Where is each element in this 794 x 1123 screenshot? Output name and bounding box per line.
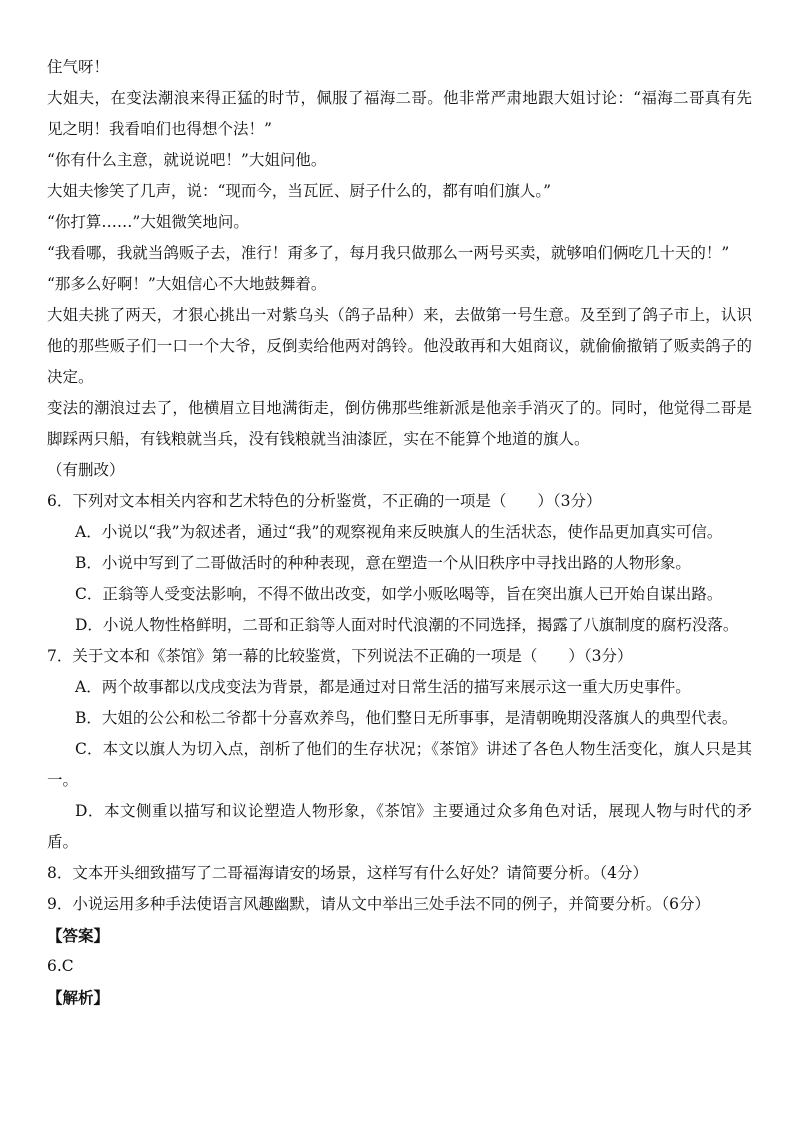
story-paragraph-5: “你打算……”大姐微笑地问。 [47,213,249,231]
question-6-stem: 6．下列对文本相关内容和艺术特色的分析鉴赏，不正确的一项是（ ）（3分） [47,492,602,510]
story-paragraph-6: “我看哪，我就当鸽贩子去，准行！甭多了，每月我只做那么一两号买卖，就够咱们俩吃几十天的！” [47,244,730,262]
question-7-option-b: B．大姐的公公和松二爷都十分喜欢养鸟，他们整日无所事事，是清朝晚期没落旗人的典型代表。 [75,709,738,727]
question-6-option-b: B．小说中写到了二哥做活时的种种表现，意在塑造一个从旧秩序中寻找出路的人物形象。 [75,554,691,572]
question-6-option-d: D．小说人物性格鲜明，二哥和正翁等人面对时代浪潮的不同选择，揭露了八旗制度的腐朽没落。 [75,616,739,634]
document-page [47,52,752,1013]
story-paragraph-8: 大姐夫挑了两天，才狠心挑出一对紫乌头（鸽子品种）来，去做第一号生意。及至到了鸽子市上，认识他的那些贩子们一口一个大爷，反倒卖给他两对鸽铃。他没敢再和大姐商议，就偷偷撤销了贩卖鸽子的决定。 [47,306,752,386]
story-paragraph-7: “那多么好啊！”大姐信心不大地鼓舞着。 [47,275,327,293]
question-6-option-c: C．正翁等人受变法影响，不得不做出改变，如学小贩吆喝等，旨在突出旗人已开始自谋出路。 [75,585,723,603]
question-9: 9．小说运用多种手法使语言风趣幽默，请从文中举出三处手法不同的例子，并简要分析。（6分） [47,895,710,913]
question-7-option-a: A．两个故事都以戊戌变法为背景，都是通过对日常生活的描写来展示这一重大历史事件。 [75,678,691,696]
question-7-option-c: C．本文以旗人为切入点，剖析了他们的生存状况；《茶馆》讲述了各色人物生活变化，旗人只是其一。 [47,740,752,789]
question-6-option-a: A．小说以“我”为叙述者，通过“我”的观察视角来反映旗人的生活状态，使作品更加真实可信。 [75,523,723,541]
question-7-stem: 7．关于文本和《茶馆》第一幕的比较鉴赏，下列说法不正确的一项是（ ）（3分） [47,647,633,665]
story-note: （有删改） [47,461,125,479]
story-paragraph-1: 住气呀！ [47,58,110,76]
answer-value: 6.C [47,957,74,975]
story-paragraph-3: “你有什么主意，就说说吧！”大姐问他。 [47,151,327,169]
story-paragraph-4: 大姐夫惨笑了几声，说：“现而今，当瓦匠、厨子什么的，都有咱们旗人。” [47,182,552,200]
question-8: 8．文本开头细致描写了二哥福海请安的场景，这样写有什么好处？请简要分析。（4分） [47,864,648,882]
answer-heading: 【答案】 [47,926,110,945]
analysis-heading: 【解析】 [47,988,110,1007]
question-7-option-d: D．本文侧重以描写和议论塑造人物形象，《茶馆》主要通过众多角色对话，展现人物与时代的矛盾。 [47,802,752,851]
story-paragraph-2: 大姐夫，在变法潮浪来得正猛的时节，佩服了福海二哥。他非常严肃地跟大姐讨论：“福海二哥真有先见之明！我看咱们也得想个法！” [47,89,752,138]
story-paragraph-9: 变法的潮浪过去了，他横眉立目地满街走，倒仿佛那些维新派是他亲手消灭了的。同时，他觉得二哥是脚踩两只船，有钱粮就当兵，没有钱粮就当油漆匠，实在不能算个地道的旗人。 [47,399,752,448]
